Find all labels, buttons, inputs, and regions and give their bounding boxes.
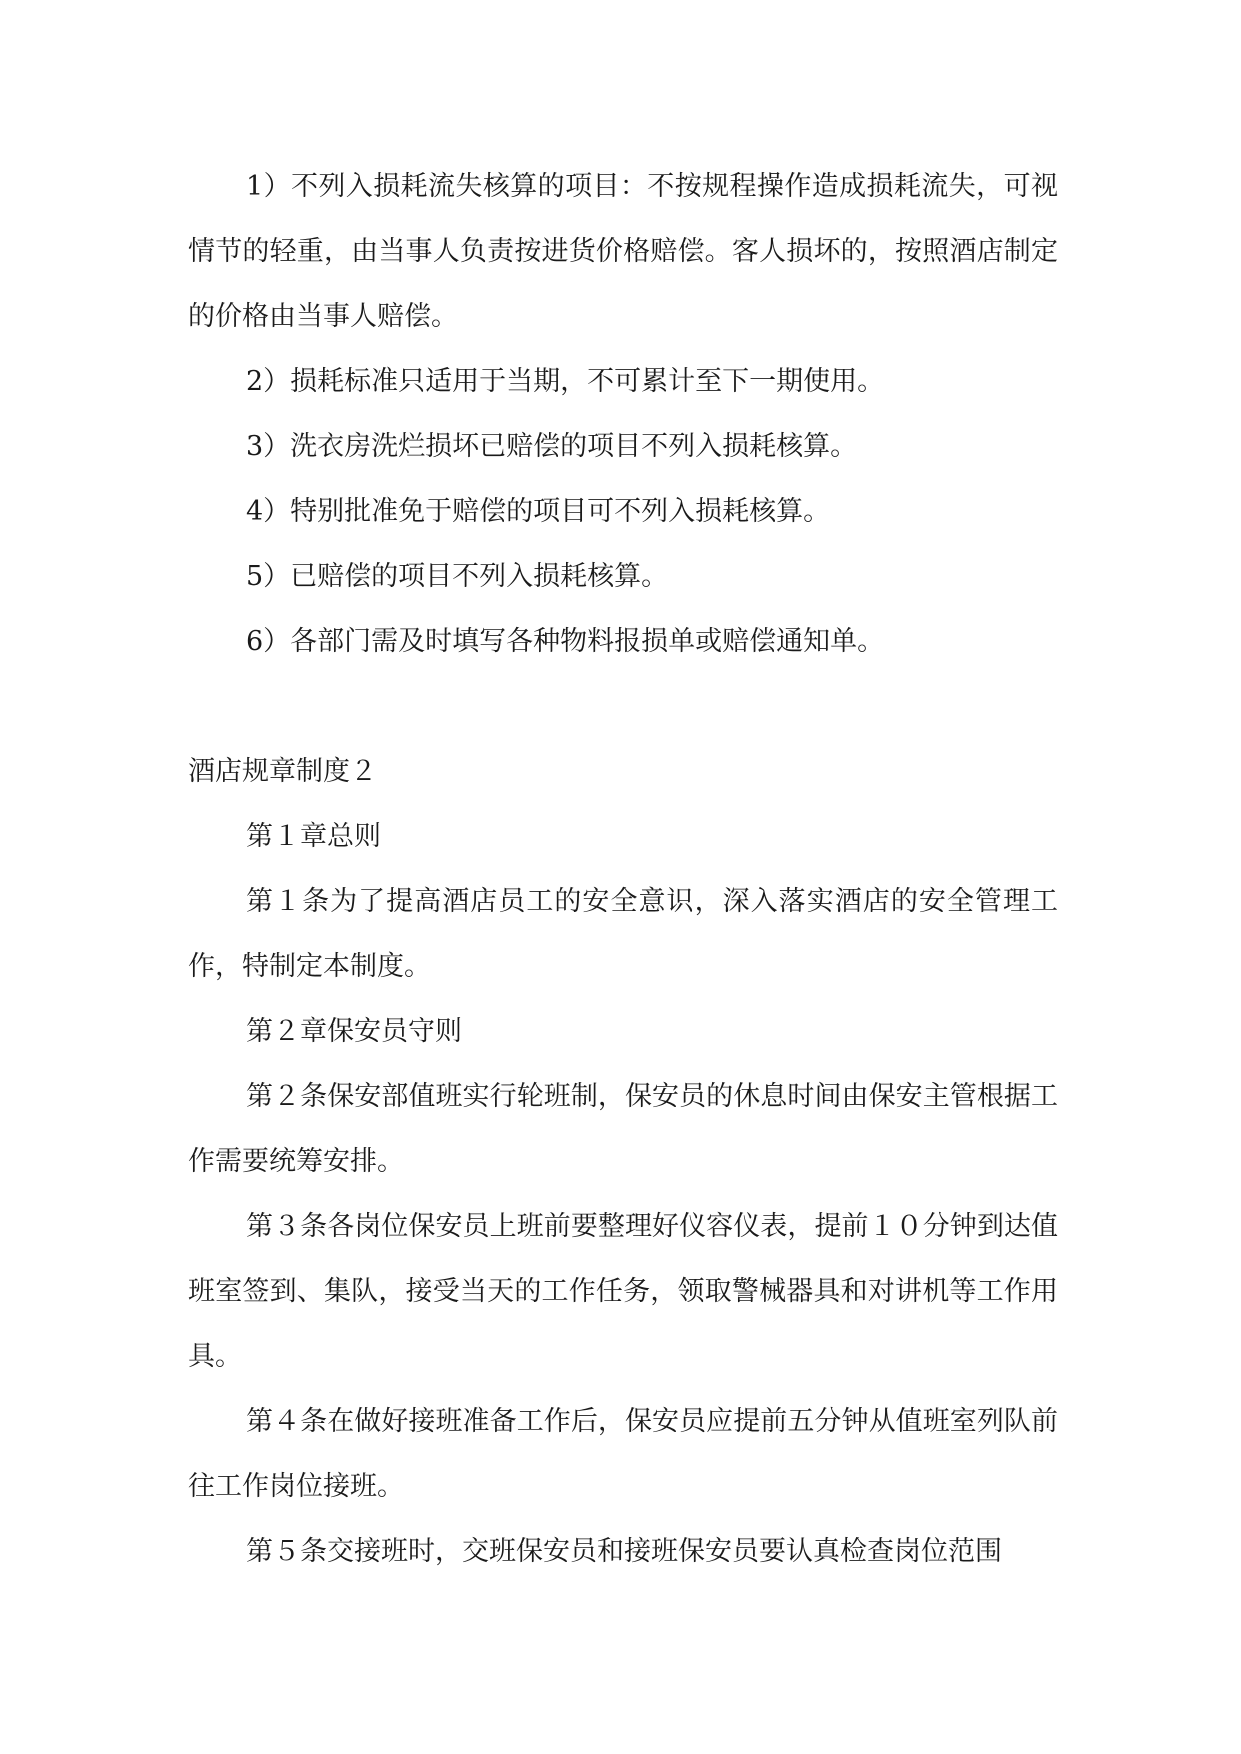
rule-item-2: 2）损耗标准只适用于当期，不可累计至下一期使用。 — [246, 366, 885, 397]
section-title: 酒店规章制度２ — [188, 756, 377, 787]
article-3: 第３条各岗位保安员上班前要整理好仪容仪表，提前１０分钟到达值班室签到、集队，接受当天的工作任务，领取警械器具和对讲机等工作用具。 — [188, 1211, 1058, 1372]
section-spacer — [188, 674, 1058, 739]
rule-item-4: 4）特别批准免于赔偿的项目可不列入损耗核算。 — [246, 496, 831, 527]
article-1: 第１条为了提高酒店员工的安全意识，深入落实酒店的安全管理工作，特制定本制度。 — [188, 886, 1058, 982]
rule-item-3: 3）洗衣房洗烂损坏已赔偿的项目不列入损耗核算。 — [246, 431, 858, 462]
document-body — [188, 154, 1058, 1584]
rule-item-6: 6）各部门需及时填写各种物料报损单或赔偿通知单。 — [246, 626, 885, 657]
article-5: 第５条交接班时，交班保安员和接班保安员要认真检查岗位范围 — [246, 1536, 1002, 1567]
rule-item-1: 1）不列入损耗流失核算的项目：不按规程操作造成损耗流失，可视情节的轻重，由当事人负责按进货价格赔偿。客人损坏的，按照酒店制定的价格由当事人赔偿。 — [188, 171, 1058, 332]
chapter-heading-2: 第２章保安员守则 — [246, 1016, 462, 1047]
rule-item-5: 5）已赔偿的项目不列入损耗核算。 — [246, 561, 669, 592]
article-4: 第４条在做好接班准备工作后，保安员应提前五分钟从值班室列队前往工作岗位接班。 — [188, 1406, 1058, 1502]
article-2: 第２条保安部值班实行轮班制，保安员的休息时间由保安主管根据工作需要统筹安排。 — [188, 1081, 1058, 1177]
chapter-heading-1: 第１章总则 — [246, 821, 381, 852]
